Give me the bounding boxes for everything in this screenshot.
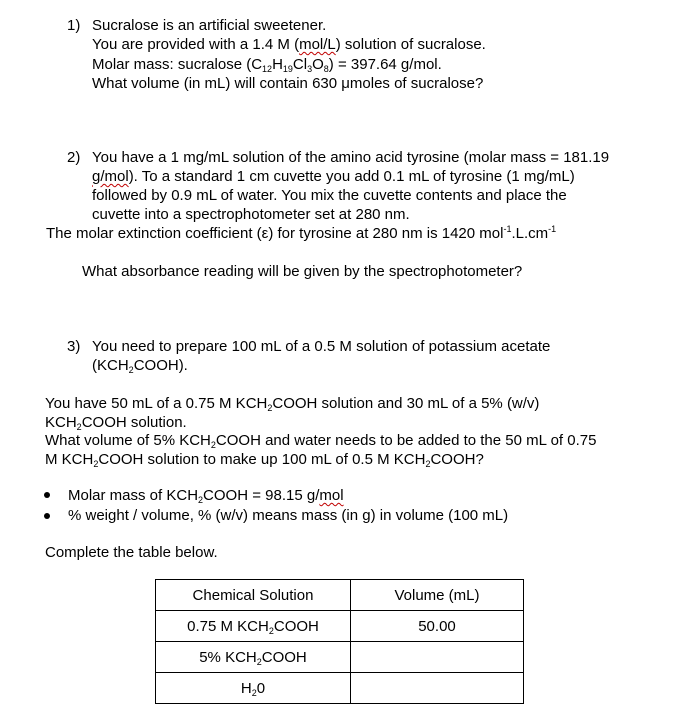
solution-cell: $H_20$ (156, 673, 351, 704)
q2-question: What absorbance reading will be given by the spectrophotometer? (82, 263, 523, 280)
table-row (156, 642, 524, 673)
bullet-dot (44, 513, 50, 519)
volume-cell[interactable] (351, 673, 524, 704)
q2-line-1: You have a 1 mg/mL solution of the amino acid tyrosine (molar mass = 181.19 (92, 149, 610, 166)
q2-number: 2) (67, 149, 81, 166)
table-row (156, 611, 524, 642)
volume-cell[interactable] (351, 642, 524, 673)
q2-line-3: followed by 0.9 mL of water. You mix the cuvette contents and place the (92, 187, 567, 204)
q3-bullet-wv-definition: % weight / volume, % (w/v) means mass (in g) in volume (100 mL) (68, 507, 509, 524)
q1-line-1: Sucralose is an artificial sweetener. (92, 17, 327, 34)
q2-line-4: cuvette into a spectrophotometer set at 280 nm. (92, 206, 410, 223)
q3-paragraph-2-line-2: M $KCH_2COOH$ solution to make up 100 mL of 0.5 M $KCH_2COOH$? (45, 451, 484, 469)
q3-instruction: Complete the table below. (45, 544, 218, 561)
q3-paragraph-1-line-2: $KCH_2COOH$ solution. (45, 414, 187, 432)
table-row (156, 673, 524, 704)
q3-bullet-molar-mass: Molar mass of $KCH_2COOH = 98.15$ g/mol (68, 487, 344, 505)
volume-table (155, 579, 524, 704)
q2-line-2: g/mol). To a standard 1 cm cuvette you add 0.1 mL of tyrosine (1 mg/mL) (92, 168, 575, 185)
volume-cell: 50.00 (351, 611, 524, 642)
q1-line-3: Molar mass: sucralose $(C_{12}H_{19}Cl_3O_8) = 397.64$ g/mol. (92, 56, 442, 74)
solution-cell: 0.75 M $KCH_2COOH$ (156, 611, 351, 642)
q3-paragraph-2-line-1: What volume of 5% $KCH_2COOH$ and water needs to be added to the 50 mL of 0.75 (45, 432, 597, 450)
header-chemical-solution: Chemical Solution (156, 580, 351, 611)
bullet-dot (44, 492, 50, 498)
q1-number: 1) (67, 17, 81, 34)
q3-line-1: You need to prepare 100 mL of a 0.5 M solution of potassium acetate (92, 338, 551, 355)
q1-question: What volume (in mL) will contain 630 μmoles of sucralose? (92, 75, 484, 92)
q1-line-2: You are provided with a 1.4 M (mol/L) solution of sucralose. (92, 36, 486, 53)
q3-line-2: $(KCH_2COOH)$. (92, 357, 188, 375)
q3-paragraph-1-line-1: You have 50 mL of a 0.75 M $KCH_2COOH$ solution and 30 mL of a 5% (w/v) (45, 395, 540, 413)
q2-extinction-coefficient: The molar extinction coefficient (ε) for tyrosine at 280 nm is 1420 $mol^{-1}.L.cm^{-1}$ (46, 224, 557, 242)
q3-number: 3) (67, 338, 81, 355)
solution-cell: 5% $KCH_2COOH$ (156, 642, 351, 673)
table-header-row (156, 580, 524, 611)
header-volume: Volume (mL) (351, 580, 524, 611)
